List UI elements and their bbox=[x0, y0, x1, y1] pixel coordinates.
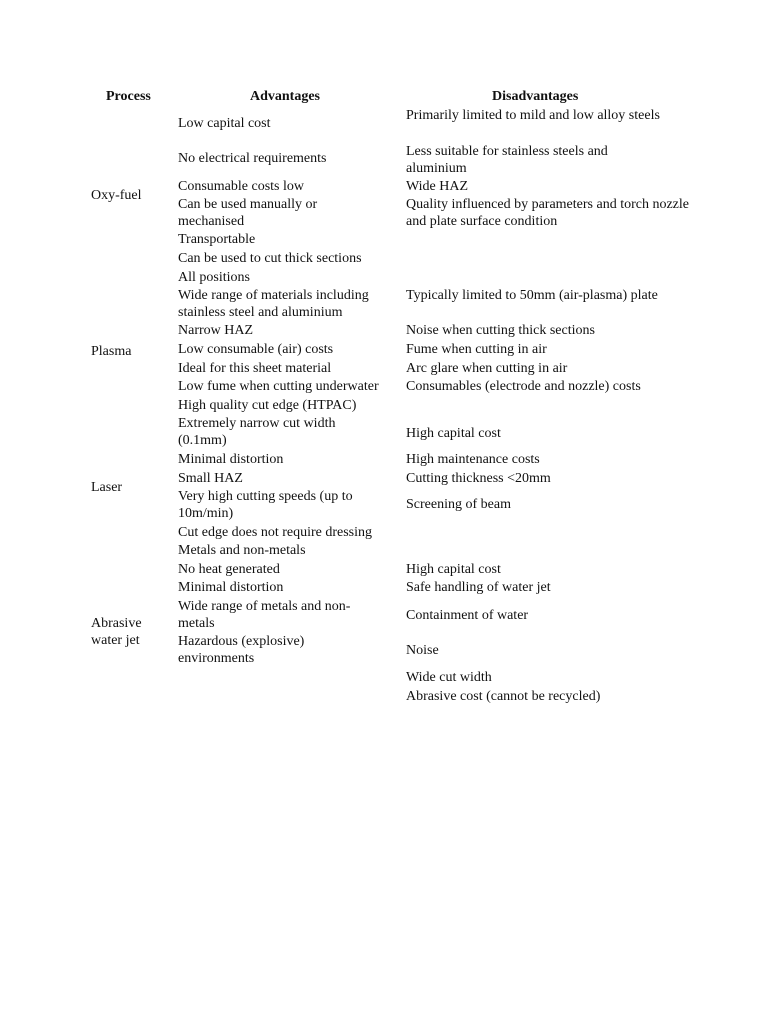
advantage-item: No heat generated bbox=[178, 562, 280, 577]
disadvantage-item: High capital cost bbox=[406, 562, 501, 577]
header-process: Process bbox=[106, 89, 151, 104]
disadvantage-item: Abrasive cost (cannot be recycled) bbox=[406, 689, 601, 704]
disadvantage-item: Safe handling of water jet bbox=[406, 580, 551, 595]
advantage-item: Minimal distortion bbox=[178, 452, 284, 467]
advantage-item: Extremely narrow cut width (0.1mm) bbox=[178, 416, 336, 448]
advantage-item: All positions bbox=[178, 270, 250, 285]
advantage-item: Ideal for this sheet material bbox=[178, 361, 332, 376]
advantage-item: Very high cutting speeds (up to 10m/min) bbox=[178, 489, 353, 521]
disadvantage-item: Containment of water bbox=[406, 608, 529, 623]
disadvantage-item: Fume when cutting in air bbox=[406, 342, 547, 357]
process-label: Plasma bbox=[91, 344, 132, 359]
disadvantage-item: Consumables (electrode and nozzle) costs bbox=[406, 379, 641, 394]
disadvantage-item: High capital cost bbox=[406, 426, 501, 441]
disadvantage-item: Wide HAZ bbox=[406, 179, 469, 194]
process-label: Abrasive water jet bbox=[91, 616, 142, 648]
header-disadvantages: Disadvantages bbox=[492, 89, 579, 104]
advantage-item: Minimal distortion bbox=[178, 580, 284, 595]
disadvantage-item: Arc glare when cutting in air bbox=[406, 361, 568, 376]
header-advantages: Advantages bbox=[250, 89, 321, 104]
advantage-item: High quality cut edge (HTPAC) bbox=[178, 398, 357, 413]
disadvantage-item: Cutting thickness <20mm bbox=[406, 471, 551, 486]
disadvantage-item: Typically limited to 50mm (air-plasma) plate bbox=[406, 288, 658, 303]
advantage-item: Hazardous (explosive) environments bbox=[178, 634, 305, 666]
advantage-item: Wide range of materials including stainless steel and aluminium bbox=[178, 288, 369, 320]
disadvantage-item: Wide cut width bbox=[406, 670, 492, 685]
disadvantage-item: Screening of beam bbox=[406, 497, 511, 512]
advantage-item: Low consumable (air) costs bbox=[178, 342, 334, 357]
advantage-item: Wide range of metals and non-metals bbox=[178, 599, 351, 631]
advantage-item: Narrow HAZ bbox=[178, 323, 254, 338]
advantage-item: Metals and non-metals bbox=[178, 543, 306, 558]
advantage-item: Cut edge does not require dressing bbox=[178, 525, 373, 540]
advantage-item: Low capital cost bbox=[178, 116, 271, 131]
disadvantage-item: Less suitable for stainless steels and aluminium bbox=[406, 144, 608, 176]
advantage-item: Consumable costs low bbox=[178, 179, 304, 194]
disadvantage-item: Noise when cutting thick sections bbox=[406, 323, 595, 338]
disadvantage-item: Noise bbox=[406, 643, 439, 658]
disadvantage-item: Quality influenced by parameters and torch nozzle and plate surface condition bbox=[406, 197, 689, 229]
process-label: Laser bbox=[91, 480, 123, 495]
advantage-item: Transportable bbox=[178, 232, 256, 247]
advantage-item: Can be used to cut thick sections bbox=[178, 251, 362, 266]
advantage-item: Can be used manually or mechanised bbox=[178, 197, 318, 229]
advantage-item: Low fume when cutting underwater bbox=[178, 379, 379, 394]
disadvantage-item: Primarily limited to mild and low alloy steels bbox=[406, 108, 660, 123]
disadvantage-item: High maintenance costs bbox=[406, 452, 540, 467]
process-label: Oxy-fuel bbox=[91, 188, 142, 203]
advantage-item: Small HAZ bbox=[178, 471, 243, 486]
advantage-item: No electrical requirements bbox=[178, 151, 327, 166]
